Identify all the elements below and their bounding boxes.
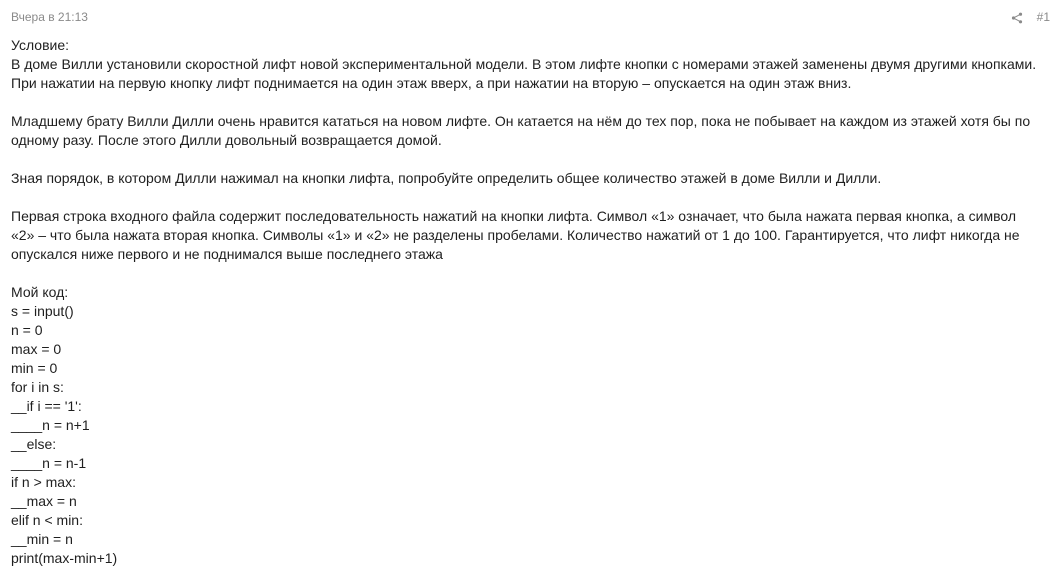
post-text-line	[11, 264, 1051, 283]
post-text-line: __if i == '1':	[11, 398, 82, 414]
post-text-line	[11, 93, 1051, 112]
post-text-line: Мой код:	[11, 284, 69, 300]
post-actions	[1011, 10, 1050, 24]
post-text-line: max = 0	[11, 341, 62, 357]
post-text-line: __min = n	[11, 531, 73, 547]
post-text-line: s = input()	[11, 303, 74, 319]
post-text-line: В доме Вилли установили скоростной лифт новой экспериментальной модели. В этом лифте кнопки с номерами этажей заменены двумя другими кнопками.	[11, 56, 1037, 72]
post-text-line: Условие:	[11, 37, 70, 53]
post-text-line: for i in s:	[11, 379, 64, 395]
post-text-line: __else:	[11, 436, 57, 452]
post-header	[11, 9, 1050, 27]
post-text-line: опускался ниже первого и не поднимался выше последнего этажа	[11, 246, 443, 262]
post-text-line: ____n = n-1	[11, 455, 87, 471]
post-text-line	[11, 188, 1051, 207]
post-text-line: При нажатии на первую кнопку лифт поднимается на один этаж вверх, а при нажатии на вторую – опускается на один этаж вниз.	[11, 75, 852, 91]
share-icon[interactable]	[1011, 11, 1023, 23]
post-date: Вчера в 21:13	[11, 10, 88, 24]
post-text-line: Первая строка входного файла содержит последовательность нажатий на кнопки лифта. Символ «1» означает, что была нажата первая кнопка, а символ	[11, 208, 1017, 224]
post-text-line: Зная порядок, в котором Дилли нажимал на кнопки лифта, попробуйте определить общее количество этажей в доме Вилли и Дилли.	[11, 170, 882, 186]
post-text-line: elif n < min:	[11, 512, 83, 528]
post-body	[11, 36, 1051, 568]
post-text-line: __max = n	[11, 493, 77, 509]
post-number-link[interactable]: #1	[1036, 10, 1050, 24]
post-text-line	[11, 150, 1051, 169]
post-text-line: одному разу. После этого Дилли довольный возвращается домой.	[11, 132, 442, 148]
post-text-line: «2» – что была нажата вторая кнопка. Символы «1» и «2» не разделены пробелами. Количество нажатий от 1 до 100. Гарантируется, что лифт никогда не	[11, 227, 1020, 243]
post-text-line: if n > max:	[11, 474, 76, 490]
post-text-line: min = 0	[11, 360, 58, 376]
post-text-line: n = 0	[11, 322, 43, 338]
post-text-line: ____n = n+1	[11, 417, 90, 433]
post-text-line: Младшему брату Вилли Дилли очень нравится кататься на новом лифте. Он катается на нём до тех пор, пока не побывает на каждом из этажей хотя бы по	[11, 113, 1031, 129]
post-text-line: print(max-min+1)	[11, 550, 118, 566]
